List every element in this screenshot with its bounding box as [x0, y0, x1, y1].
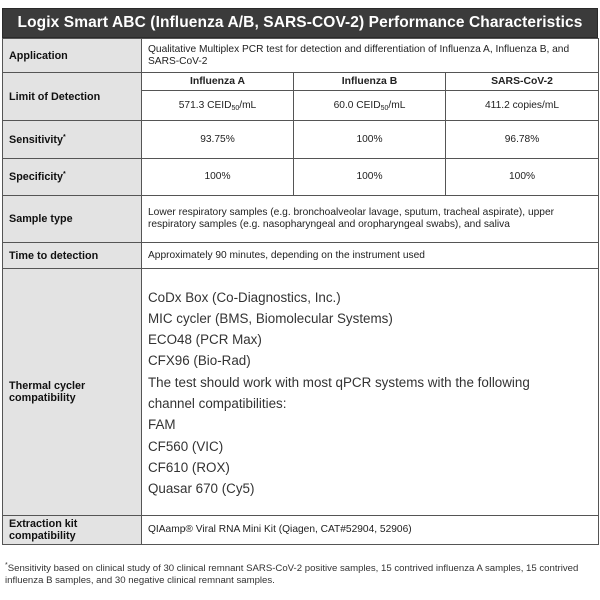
lod-subscript: 50: [231, 104, 240, 112]
row-label-time-to-detection: Time to detection: [3, 243, 142, 269]
list-item: CoDx Box (Co-Diagnostics, Inc.): [148, 289, 341, 305]
specificity-sars-cov-2: 100%: [446, 159, 599, 196]
column-header-influenza-b: Influenza B: [294, 73, 446, 91]
table-row: [3, 269, 599, 516]
list-item: FAM: [148, 417, 176, 433]
footnote-mark: *: [63, 171, 66, 178]
column-header-influenza-a: Influenza A: [142, 73, 294, 91]
list-item: Quasar 670 (Cy5): [148, 481, 255, 497]
lod-influenza-b-value: 60.0 CEID: [333, 99, 381, 111]
performance-sheet: [2, 8, 598, 545]
row-label-specificity: [3, 159, 142, 196]
time-to-detection-value: Approximately 90 minutes, depending on the instrument used: [142, 243, 599, 269]
list-item: CFX96 (Bio-Rad): [148, 353, 251, 369]
sensitivity-label: Sensitivity: [9, 133, 64, 146]
column-header-sars-cov-2: SARS-CoV-2: [446, 73, 599, 91]
specificity-influenza-a: 100%: [142, 159, 294, 196]
table-row: [3, 121, 599, 159]
sensitivity-sars-cov-2: 96.78%: [446, 121, 599, 159]
table-row: [3, 159, 599, 196]
row-label-thermal-cycler: Thermal cycler compatibility: [3, 269, 142, 516]
lod-subscript: 50: [380, 104, 389, 112]
row-label-extraction-kit: Extraction kit compatibility: [3, 516, 142, 545]
footnote: [5, 563, 595, 587]
lod-influenza-b-unit: /mL: [388, 99, 406, 111]
row-label-sensitivity: [3, 121, 142, 159]
row-label-lod: Limit of Detection: [3, 73, 142, 121]
lod-influenza-a-value: 571.3 CEID: [178, 99, 232, 111]
sensitivity-influenza-a: 93.75%: [142, 121, 294, 159]
footnote-mark: *: [5, 562, 8, 569]
table-row: [3, 196, 599, 243]
performance-table: [2, 38, 599, 545]
list-item: CF610 (ROX): [148, 459, 230, 475]
table-row: [3, 243, 599, 269]
column-header-row: [3, 73, 599, 91]
sample-type-value: Lower respiratory samples (e.g. bronchoalveolar lavage, sputum, tracheal aspirate), upper respiratory samples (e.g. nasopharyngeal and oropharyngeal swabs), and saliva: [142, 196, 599, 243]
specificity-label: Specificity: [9, 171, 64, 183]
table-row: [3, 39, 599, 73]
application-value: Qualitative Multiplex PCR test for detection and differentiation of Influenza A, Influenza B, and SARS-CoV-2: [142, 39, 599, 73]
thermal-cycler-list: [148, 279, 592, 506]
list-item: ECO48 (PCR Max): [148, 332, 262, 348]
lod-influenza-a-unit: /mL: [239, 99, 257, 111]
list-item: CF560 (VIC): [148, 438, 224, 454]
specificity-influenza-b: 100%: [294, 159, 446, 196]
lod-influenza-b: [294, 91, 446, 121]
footnote-text: Sensitivity based on clinical study of 30 clinical remnant SARS-CoV-2 positive samples, 15 contrived influenza A samples, 15 contrived influenza B samples, and 30 negative clinical remnant samples.: [5, 563, 579, 586]
lod-influenza-a: [142, 91, 294, 121]
list-item: channel compatibilities:: [148, 396, 287, 411]
row-label-application: Application: [3, 39, 142, 73]
row-label-sample-type: Sample type: [3, 196, 142, 243]
list-item: The test should work with most qPCR systems with the following: [148, 374, 530, 390]
table-row: [3, 516, 599, 545]
thermal-cycler-value: [142, 269, 599, 516]
lod-sars-cov-2: 411.2 copies/mL: [446, 91, 599, 121]
list-item: MIC cycler (BMS, Biomolecular Systems): [148, 310, 393, 326]
page-title: Logix Smart ABC (Influenza A/B, SARS-COV-2) Performance Characteristics: [2, 8, 598, 38]
footnote-mark: *: [63, 133, 66, 141]
sensitivity-influenza-b: 100%: [294, 121, 446, 159]
extraction-kit-value: QIAamp® Viral RNA Mini Kit (Qiagen, CAT#52904, 52906): [142, 516, 599, 545]
